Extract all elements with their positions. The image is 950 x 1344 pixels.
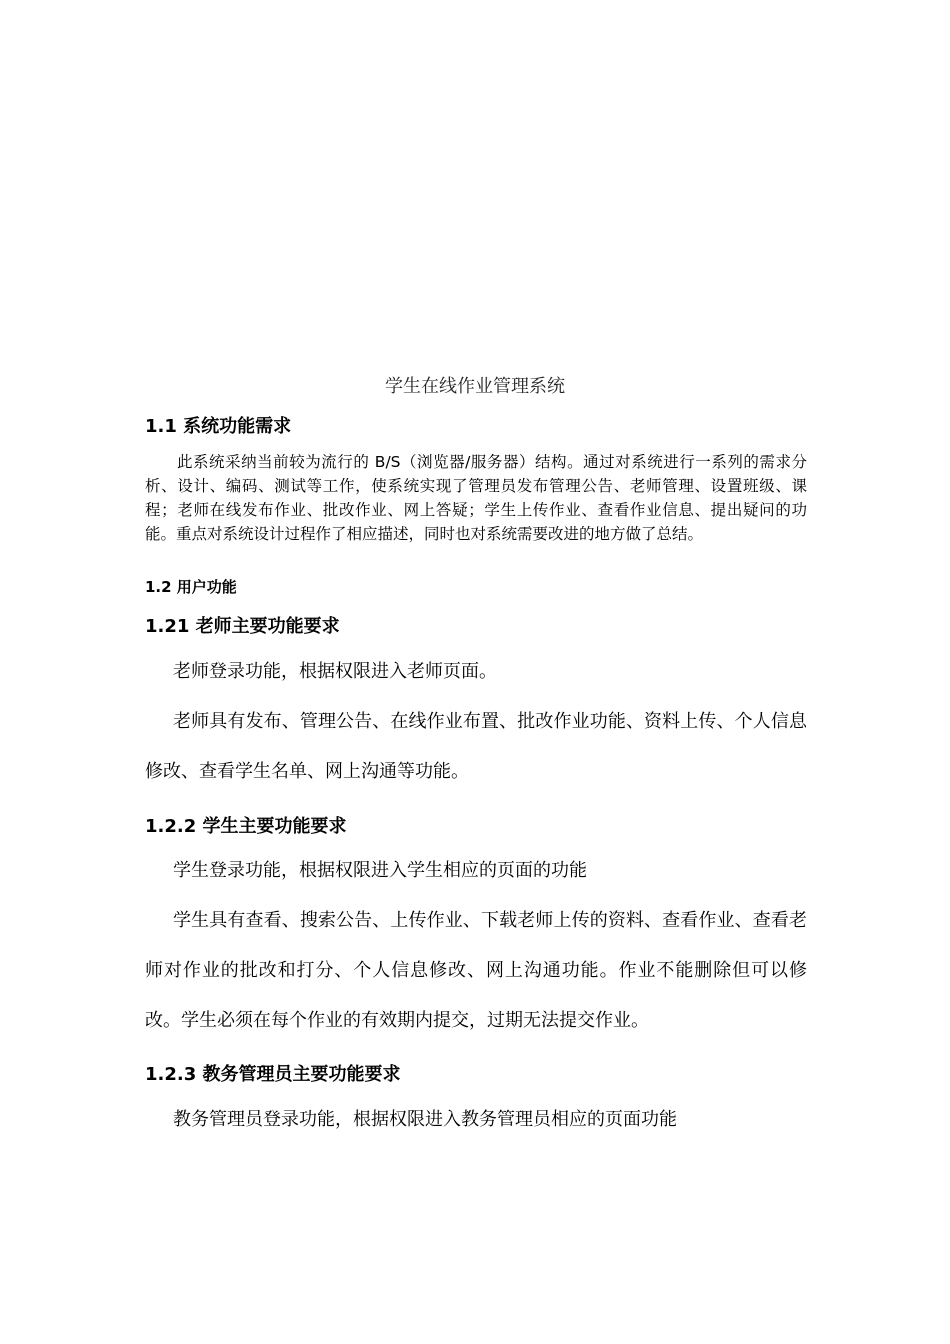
section-heading-1-2-2: 1.2.2 学生主要功能要求 <box>145 816 347 837</box>
student-login-paragraph: 学生登录功能，根据权限进入学生相应的页面的功能 <box>173 860 587 881</box>
section-1-1-body: 此系统采纳当前较为流行的 B/S（浏览器/服务器）结构。通过对系统进行一系列的需求分析、设计、编码、测试等工作，使系统实现了管理员发布管理公告、老师管理、设置班级、课程；老师在线发布作业、批改作业、网上答疑；学生上传作业、查看作业信息、提出疑问的功能。重点对系统设计过程作了相应描述，同时也对系统需要改进的地方做了总结。 <box>145 453 807 543</box>
teacher-features-paragraph: 老师具有发布、管理公告、在线作业布置、批改作业功能、资料上传、个人信息修改、查看学生名单、网上沟通等功能。 <box>145 711 807 782</box>
section-heading-1-21: 1.21 老师主要功能要求 <box>145 616 340 637</box>
admin-login-paragraph: 教务管理员登录功能，根据权限进入教务管理员相应的页面功能 <box>173 1109 677 1130</box>
teacher-login-paragraph: 老师登录功能，根据权限进入老师页面。 <box>173 661 497 682</box>
student-features-paragraph: 学生具有查看、搜索公告、上传作业、下载老师上传的资料、查看作业、查看老师对作业的批改和打分、个人信息修改、网上沟通功能。作业不能删除但可以修改。学生必须在每个作业的有效期内提交，过期无法提交作业。 <box>145 910 807 1031</box>
section-heading-1-1: 1.1 系统功能需求 <box>145 416 292 437</box>
document-title: 学生在线作业管理系统 <box>385 376 565 397</box>
section-heading-1-2-3: 1.2.3 教务管理员主要功能要求 <box>145 1064 401 1085</box>
section-heading-1-2: 1.2 用户功能 <box>145 578 237 596</box>
